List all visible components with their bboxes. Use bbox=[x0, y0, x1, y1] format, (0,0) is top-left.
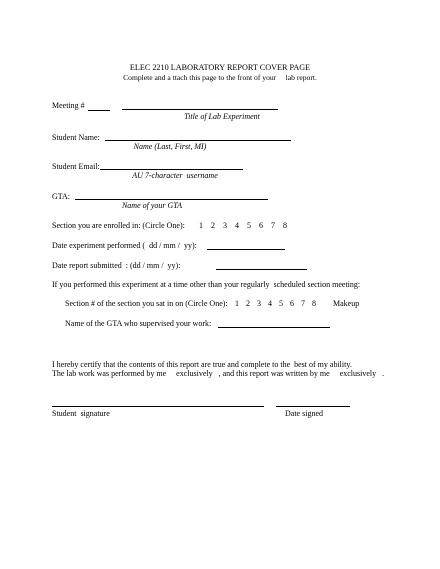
gta-caption: Name of your GTA bbox=[121, 201, 183, 210]
supervising-gta-label: Name of the GTA who supervised your work: bbox=[65, 319, 212, 328]
makeup-option-5[interactable]: 5 bbox=[279, 299, 283, 308]
date-signed-label: Date signed bbox=[285, 409, 323, 418]
student-name-field[interactable] bbox=[105, 140, 291, 141]
section-option-6[interactable]: 6 bbox=[259, 221, 263, 230]
experiment-title-caption: Title of Lab Experiment bbox=[184, 112, 260, 121]
date-submitted-label: Date report submitted : (dd / mm / yy): bbox=[52, 261, 181, 270]
gta-label: GTA: bbox=[52, 192, 71, 201]
makeup-option-4[interactable]: 4 bbox=[268, 299, 272, 308]
page-subtitle: Complete and a ttach this page to the front of your lab report. bbox=[123, 73, 317, 82]
makeup-option-6[interactable]: 6 bbox=[290, 299, 294, 308]
makeup-intro: If you performed this experiment at a time other than your regularly scheduled section meeting: bbox=[52, 280, 361, 289]
makeup-option-7[interactable]: 7 bbox=[301, 299, 305, 308]
supervising-gta-field[interactable] bbox=[218, 327, 330, 328]
section-option-4[interactable]: 4 bbox=[235, 221, 239, 230]
student-email-field[interactable] bbox=[100, 169, 243, 170]
section-option-8[interactable]: 8 bbox=[283, 221, 287, 230]
student-name-label: Student Name: bbox=[52, 133, 100, 142]
student-signature-label: Student signature bbox=[52, 409, 110, 418]
student-signature-field[interactable] bbox=[52, 406, 264, 407]
section-option-7[interactable]: 7 bbox=[271, 221, 275, 230]
section-option-3[interactable]: 3 bbox=[223, 221, 227, 230]
student-email-label: Student Email: bbox=[52, 162, 100, 171]
makeup-option-3[interactable]: 3 bbox=[257, 299, 261, 308]
section-option-5[interactable]: 5 bbox=[247, 221, 251, 230]
student-email-caption: AU 7-character username bbox=[132, 171, 218, 180]
student-name-caption: Name (Last, First, MI) bbox=[133, 142, 207, 151]
makeup-option-2[interactable]: 2 bbox=[246, 299, 250, 308]
meeting-field[interactable] bbox=[88, 110, 110, 111]
makeup-section-label: Section # of the section you sat in on (Circle One): bbox=[65, 299, 228, 308]
certification-line-2: The lab work was performed by me exclusively , and this report was written by me exclusively . bbox=[52, 369, 385, 378]
section-option-2[interactable]: 2 bbox=[211, 221, 215, 230]
section-label: Section you are enrolled in: (Circle One): bbox=[52, 221, 185, 230]
experiment-title-field[interactable] bbox=[122, 109, 278, 110]
makeup-option-1[interactable]: 1 bbox=[235, 299, 239, 308]
gta-field[interactable] bbox=[75, 199, 268, 200]
page-title: ELEC 2210 LABORATORY REPORT COVER PAGE bbox=[129, 63, 311, 72]
certification-line-1: I hereby certify that the contents of this report are true and complete to the best of my ability. bbox=[52, 360, 352, 369]
date-performed-field[interactable] bbox=[207, 249, 285, 250]
makeup-option-8[interactable]: 8 bbox=[312, 299, 316, 308]
section-option-1[interactable]: 1 bbox=[199, 221, 203, 230]
date-performed-label: Date experiment performed ( dd / mm / yy): bbox=[52, 241, 197, 250]
meeting-label: Meeting # bbox=[52, 101, 85, 110]
makeup-label[interactable]: Makeup bbox=[333, 299, 360, 308]
date-signed-field[interactable] bbox=[276, 406, 350, 407]
date-submitted-field[interactable] bbox=[216, 269, 307, 270]
